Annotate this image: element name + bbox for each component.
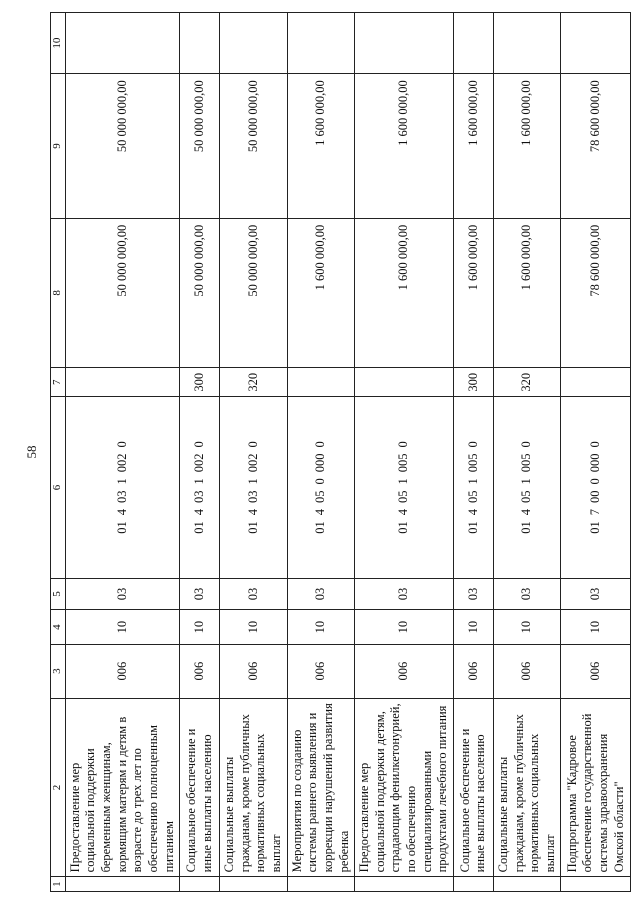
code-part: 1: [396, 478, 411, 485]
item-name-cell: Предоставление мер социальной поддержки беременным женщинам, кормящим матерям и детям в возрасте до трех лет по обеспечению полноценным питанием: [65, 698, 179, 877]
code-part: 4: [245, 509, 260, 516]
code-part: 0: [588, 478, 603, 485]
ministry-code-cell: 006: [355, 644, 454, 698]
column-number: 5: [51, 578, 66, 610]
section-code-cell: 10: [180, 610, 220, 644]
code-part: 002: [245, 453, 260, 473]
ministry-code-cell: 006: [180, 644, 220, 698]
section-code-cell: 10: [355, 610, 454, 644]
section-code-cell: 10: [65, 610, 179, 644]
amount-col8-cell: 1 600 000,00: [355, 218, 454, 367]
col10-cell: [287, 13, 355, 74]
row-number-cell: [561, 877, 631, 892]
code-part: 0: [396, 441, 411, 448]
code-part: 01: [114, 521, 129, 534]
table-row: [493, 13, 561, 892]
target-article-code-cell: [493, 397, 561, 578]
code-part: 4: [313, 509, 328, 516]
page-number: 58: [24, 445, 39, 459]
code-part: 005: [396, 453, 411, 473]
subsection-code-cell: 03: [287, 578, 355, 610]
section-code-cell: 10: [453, 610, 493, 644]
code-part: 0: [245, 441, 260, 448]
expense-type-cell: 320: [493, 368, 561, 397]
target-article-code-cell: [287, 397, 355, 578]
table-row: [355, 13, 454, 892]
ministry-code-cell: 006: [287, 644, 355, 698]
code-part: 002: [114, 453, 129, 473]
section-code-cell: 10: [561, 610, 631, 644]
column-number: 1: [51, 877, 66, 892]
item-name-cell: Социальное обеспечение и иные выплаты населению: [453, 698, 493, 877]
code-part: 4: [396, 509, 411, 516]
row-number-cell: [220, 877, 288, 892]
col10-cell: [561, 13, 631, 74]
code-part: 05: [313, 490, 328, 504]
expense-type-cell: [65, 368, 179, 397]
section-code-cell: 10: [220, 610, 288, 644]
code-part: 01: [245, 521, 260, 534]
ministry-code-cell: 006: [220, 644, 288, 698]
code-part: 1: [114, 478, 129, 485]
subsection-code-cell: 03: [180, 578, 220, 610]
col10-cell: [453, 13, 493, 74]
code-part: 0: [191, 441, 206, 448]
column-number: 8: [51, 218, 66, 367]
target-article-code-cell: [220, 397, 288, 578]
row-number-cell: [180, 877, 220, 892]
target-article-code-cell: [453, 397, 493, 578]
ministry-code-cell: 006: [453, 644, 493, 698]
code-part: 0: [465, 441, 480, 448]
row-number-cell: [453, 877, 493, 892]
item-name-cell: Социальные выплаты гражданам, кроме публичных нормативных социальных выплат: [493, 698, 561, 877]
target-article-code-cell: [180, 397, 220, 578]
row-number-cell: [493, 877, 561, 892]
item-name-cell: Мероприятия по созданию системы раннего выявления и коррекции нарушений развития ребенка: [287, 698, 355, 877]
code-part: 000: [313, 453, 328, 473]
row-number-cell: [287, 877, 355, 892]
row-number-cell: [65, 877, 179, 892]
column-number: 4: [51, 610, 66, 644]
budget-table: [50, 12, 631, 892]
code-part: 4: [114, 509, 129, 516]
expense-type-cell: 300: [180, 368, 220, 397]
code-part: 05: [396, 490, 411, 504]
item-name-cell: Подпрограмма "Кадровое обеспечение государственной системы здравоохранения Омской области": [561, 698, 631, 877]
code-part: 002: [191, 453, 206, 473]
amount-col8-cell: 1 600 000,00: [287, 218, 355, 367]
column-number: 3: [51, 644, 66, 698]
target-article-code-cell: [65, 397, 179, 578]
column-number: 2: [51, 698, 66, 877]
code-part: 000: [588, 453, 603, 473]
table-row: [287, 13, 355, 892]
column-number: 10: [51, 13, 66, 74]
target-article-code-cell: [355, 397, 454, 578]
code-part: 4: [519, 509, 534, 516]
code-part: 01: [191, 521, 206, 534]
item-name-cell: Предоставление мер социальной поддержки детям, страдающим фенилкетонурией, по обеспечению специализированными продуктами лечебного питания: [355, 698, 454, 877]
amount-col9-cell: 1 600 000,00: [355, 74, 454, 218]
code-part: 03: [245, 490, 260, 504]
amount-col9-cell: 50 000 000,00: [65, 74, 179, 218]
table-row: [180, 13, 220, 892]
code-part: 01: [313, 521, 328, 534]
col10-cell: [220, 13, 288, 74]
code-part: 0: [313, 441, 328, 448]
col10-cell: [493, 13, 561, 74]
column-number-row: [51, 13, 66, 892]
subsection-code-cell: 03: [453, 578, 493, 610]
amount-col9-cell: 50 000 000,00: [220, 74, 288, 218]
code-part: 005: [519, 453, 534, 473]
subsection-code-cell: 03: [561, 578, 631, 610]
section-code-cell: 10: [287, 610, 355, 644]
code-part: 1: [191, 478, 206, 485]
code-part: 005: [465, 453, 480, 473]
table-row: [453, 13, 493, 892]
code-part: 01: [396, 521, 411, 534]
code-part: 1: [245, 478, 260, 485]
column-number: 9: [51, 74, 66, 218]
code-part: 0: [588, 441, 603, 448]
expense-type-cell: [561, 368, 631, 397]
table-row: [65, 13, 179, 892]
subsection-code-cell: 03: [355, 578, 454, 610]
amount-col8-cell: 1 600 000,00: [453, 218, 493, 367]
code-part: 0: [114, 441, 129, 448]
column-number: 7: [51, 368, 66, 397]
table-row: [220, 13, 288, 892]
subsection-code-cell: 03: [493, 578, 561, 610]
code-part: 03: [114, 490, 129, 504]
expense-type-cell: 320: [220, 368, 288, 397]
table-body: [51, 13, 631, 892]
column-number: 6: [51, 397, 66, 578]
amount-col8-cell: 78 600 000,00: [561, 218, 631, 367]
code-part: 1: [465, 478, 480, 485]
code-part: 01: [465, 521, 480, 534]
code-part: 1: [519, 478, 534, 485]
amount-col8-cell: 50 000 000,00: [220, 218, 288, 367]
table-row: [561, 13, 631, 892]
amount-col9-cell: 1 600 000,00: [287, 74, 355, 218]
code-part: 7: [588, 509, 603, 516]
code-part: 05: [465, 490, 480, 504]
code-part: 4: [465, 509, 480, 516]
target-article-code-cell: [561, 397, 631, 578]
code-part: 00: [588, 490, 603, 504]
col10-cell: [355, 13, 454, 74]
expense-type-cell: [355, 368, 454, 397]
code-part: 0: [313, 478, 328, 485]
expense-type-cell: [287, 368, 355, 397]
item-name-cell: Социальные выплаты гражданам, кроме публичных нормативных социальных выплат: [220, 698, 288, 877]
expense-type-cell: 300: [453, 368, 493, 397]
row-number-cell: [355, 877, 454, 892]
item-name-cell: Социальное обеспечение и иные выплаты населению: [180, 698, 220, 877]
subsection-code-cell: 03: [220, 578, 288, 610]
amount-col9-cell: 78 600 000,00: [561, 74, 631, 218]
subsection-code-cell: 03: [65, 578, 179, 610]
ministry-code-cell: 006: [561, 644, 631, 698]
col10-cell: [65, 13, 179, 74]
amount-col8-cell: 50 000 000,00: [65, 218, 179, 367]
code-part: 05: [519, 490, 534, 504]
budget-table-container: [50, 12, 626, 892]
amount-col9-cell: 1 600 000,00: [493, 74, 561, 218]
code-part: 01: [519, 521, 534, 534]
section-code-cell: 10: [493, 610, 561, 644]
amount-col8-cell: 1 600 000,00: [493, 218, 561, 367]
ministry-code-cell: 006: [493, 644, 561, 698]
amount-col8-cell: 50 000 000,00: [180, 218, 220, 367]
amount-col9-cell: 1 600 000,00: [453, 74, 493, 218]
code-part: 03: [191, 490, 206, 504]
code-part: 01: [588, 521, 603, 534]
code-part: 4: [191, 509, 206, 516]
ministry-code-cell: 006: [65, 644, 179, 698]
amount-col9-cell: 50 000 000,00: [180, 74, 220, 218]
code-part: 0: [519, 441, 534, 448]
col10-cell: [180, 13, 220, 74]
